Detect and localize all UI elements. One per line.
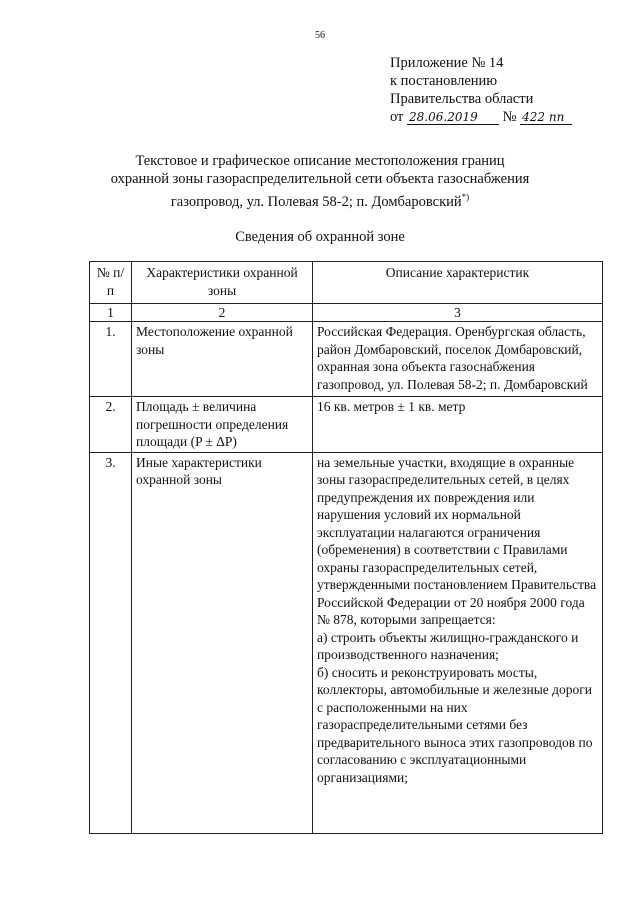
- index-cell-2: 2: [132, 304, 313, 322]
- page-number: 56: [315, 30, 325, 41]
- row-description: на земельные участки, входящие в охранные зоны газораспределительных сетей, в целях предупреждения их повреждения или нарушения условий их нормальной эксплуатации налагаются ограничения (обременения) в соответствии с Правилами охраны газораспределительных сетей, утвержденными постановлением Правительства Российской Федерации от 20 ноября 2000 года № 878, которыми запрещается:: [317, 454, 597, 627]
- appendix-date-line: [390, 108, 620, 126]
- row-description: Российская Федерация. Оренбургская область, район Домбаровский, поселок Домбаровский, охранная зона объекта газоснабжения газопровод, ул. Полевая 58-2; п. Домбаровский: [313, 322, 603, 397]
- row-description-cell: [313, 452, 603, 833]
- title-line-3: [40, 188, 600, 211]
- protection-zone-table: [89, 261, 603, 834]
- table-row: [90, 322, 603, 397]
- row-number: 1.: [90, 322, 132, 397]
- handwritten-date: 28.06.2019: [407, 110, 499, 125]
- row-description: 16 кв. метров ± 1 кв. метр: [313, 397, 603, 453]
- from-label: от: [390, 109, 404, 125]
- header-characteristic: [132, 262, 313, 304]
- footnote-mark: *): [461, 192, 470, 202]
- document-title: [40, 152, 600, 211]
- handwritten-number: 422 пп: [520, 110, 572, 125]
- row-characteristic: Местоположение охранной зоны: [132, 322, 313, 397]
- number-label: №: [502, 109, 517, 125]
- appendix-block: [390, 54, 620, 126]
- row-number: 2.: [90, 397, 132, 453]
- restriction-item-a: а) строить объекты жилищно-гражданского и производственного назначения;: [317, 629, 579, 662]
- row-characteristic: Иные характеристики охранной зоны: [132, 452, 313, 833]
- header-characteristic-text: Характеристики охранной зоны: [146, 265, 298, 298]
- row-characteristic: Площадь ± величина погрешности определения площади (P ± ΔP): [132, 397, 313, 453]
- table-row: [90, 452, 603, 833]
- section-subtitle: Сведения об охранной зоне: [235, 229, 405, 245]
- restriction-item-b: б) сносить и реконструировать мосты, коллекторы, автомобильные и железные дороги с расположенными на них газораспределительными сетями без предварительного выноса этих газопроводов по согласованию с эксплуатационными организациями;: [317, 664, 593, 785]
- appendix-line-1: Приложение № 14: [390, 55, 504, 71]
- header-description: [313, 262, 603, 304]
- index-cell-3: 3: [313, 304, 603, 322]
- appendix-line-3: Правительства области: [390, 91, 534, 107]
- header-number: [90, 262, 132, 304]
- table-index-row: [90, 304, 603, 322]
- appendix-line-2: к постановлению: [390, 73, 498, 89]
- header-number-text: № п/п: [96, 265, 125, 298]
- header-description-text: Описание характеристик: [385, 265, 530, 280]
- row-number: 3.: [90, 452, 132, 833]
- index-cell-1: 1: [90, 304, 132, 322]
- title-line-2: охранной зоны газораспределительной сети объекта газоснабжения: [110, 171, 530, 187]
- table-row: [90, 397, 603, 453]
- title-line-1: Текстовое и графическое описание местоположения границ: [135, 153, 505, 169]
- title-line-3-text: газопровод, ул. Полевая 58-2; п. Домбаровский: [170, 193, 462, 210]
- table-header-row: [90, 262, 603, 304]
